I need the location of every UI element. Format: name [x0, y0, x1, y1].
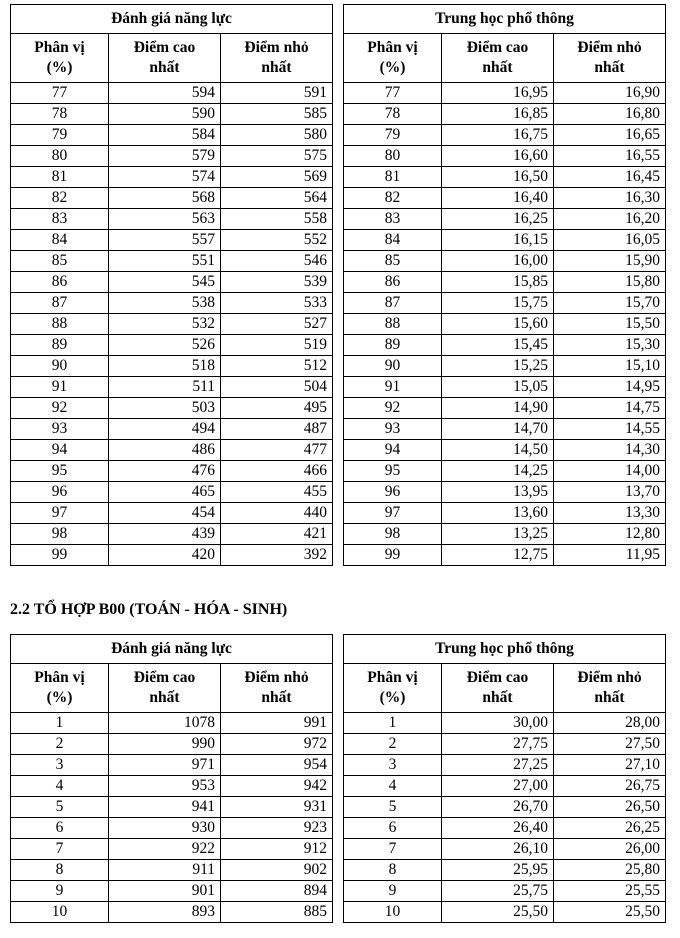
table-title: Trung học phổ thông	[344, 5, 666, 34]
max-score-cell: 563	[109, 209, 221, 230]
percentile-cell: 4	[11, 776, 109, 797]
max-score-cell: 14,25	[442, 461, 554, 482]
column-header: Điểm cao nhất	[109, 34, 221, 83]
max-score-cell: 454	[109, 503, 221, 524]
percentile-cell: 88	[344, 314, 442, 335]
percentile-cell: 7	[344, 839, 442, 860]
percentile-cell: 94	[344, 440, 442, 461]
min-score-cell: 539	[221, 272, 333, 293]
max-score-cell: 486	[109, 440, 221, 461]
column-header: Điểm cao nhất	[442, 34, 554, 83]
table-row	[344, 419, 666, 440]
table-row	[344, 230, 666, 251]
min-score-cell: 15,30	[554, 335, 666, 356]
percentile-cell: 81	[11, 167, 109, 188]
percentile-cell: 8	[11, 860, 109, 881]
table-row	[344, 356, 666, 377]
percentile-cell: 84	[11, 230, 109, 251]
max-score-cell: 16,75	[442, 125, 554, 146]
max-score-cell: 27,25	[442, 755, 554, 776]
max-score-cell: 16,25	[442, 209, 554, 230]
min-score-cell: 16,20	[554, 209, 666, 230]
min-score-cell: 575	[221, 146, 333, 167]
max-score-cell: 27,00	[442, 776, 554, 797]
min-score-cell: 527	[221, 314, 333, 335]
min-score-cell: 477	[221, 440, 333, 461]
percentile-cell: 92	[11, 398, 109, 419]
min-score-cell: 931	[221, 797, 333, 818]
table-row	[344, 902, 666, 923]
percentile-cell: 80	[11, 146, 109, 167]
min-score-cell: 16,30	[554, 188, 666, 209]
min-score-cell: 923	[221, 818, 333, 839]
min-score-cell: 546	[221, 251, 333, 272]
max-score-cell: 911	[109, 860, 221, 881]
max-score-cell: 16,85	[442, 104, 554, 125]
percentile-cell: 96	[11, 482, 109, 503]
max-score-cell: 15,60	[442, 314, 554, 335]
min-score-cell: 392	[221, 545, 333, 566]
max-score-cell: 16,50	[442, 167, 554, 188]
max-score-cell: 893	[109, 902, 221, 923]
table-dgnl-a00	[10, 4, 333, 566]
min-score-cell: 533	[221, 293, 333, 314]
max-score-cell: 26,70	[442, 797, 554, 818]
table-row	[11, 902, 333, 923]
min-score-cell: 487	[221, 419, 333, 440]
percentile-cell: 78	[11, 104, 109, 125]
max-score-cell: 16,40	[442, 188, 554, 209]
min-score-cell: 15,50	[554, 314, 666, 335]
table-row	[11, 776, 333, 797]
table-row	[11, 482, 333, 503]
table-title: Trung học phổ thông	[344, 635, 666, 664]
min-score-cell: 14,00	[554, 461, 666, 482]
max-score-cell: 901	[109, 881, 221, 902]
max-score-cell: 25,75	[442, 881, 554, 902]
percentile-cell: 91	[344, 377, 442, 398]
percentile-cell: 4	[344, 776, 442, 797]
table-row	[11, 713, 333, 734]
min-score-cell: 495	[221, 398, 333, 419]
column-header: Điểm nhỏ nhất	[221, 34, 333, 83]
max-score-cell: 590	[109, 104, 221, 125]
percentile-cell: 83	[11, 209, 109, 230]
min-score-cell: 885	[221, 902, 333, 923]
max-score-cell: 26,40	[442, 818, 554, 839]
table-row	[11, 881, 333, 902]
table-row	[344, 146, 666, 167]
max-score-cell: 476	[109, 461, 221, 482]
percentile-cell: 87	[344, 293, 442, 314]
table-row	[344, 398, 666, 419]
percentile-cell: 10	[344, 902, 442, 923]
min-score-cell: 28,00	[554, 713, 666, 734]
table-row	[11, 545, 333, 566]
percentile-cell: 89	[344, 335, 442, 356]
max-score-cell: 971	[109, 755, 221, 776]
table-row	[344, 440, 666, 461]
table-row	[11, 209, 333, 230]
max-score-cell: 551	[109, 251, 221, 272]
column-header: Điểm cao nhất	[442, 664, 554, 713]
min-score-cell: 580	[221, 125, 333, 146]
percentile-cell: 1	[11, 713, 109, 734]
min-score-cell: 27,50	[554, 734, 666, 755]
max-score-cell: 526	[109, 335, 221, 356]
table-row	[11, 734, 333, 755]
percentile-cell: 96	[344, 482, 442, 503]
min-score-cell: 16,80	[554, 104, 666, 125]
table-row	[344, 209, 666, 230]
max-score-cell: 594	[109, 83, 221, 104]
min-score-cell: 954	[221, 755, 333, 776]
column-header: Điểm cao nhất	[109, 664, 221, 713]
table-row	[344, 776, 666, 797]
percentile-cell: 94	[11, 440, 109, 461]
percentile-cell: 1	[344, 713, 442, 734]
max-score-cell: 439	[109, 524, 221, 545]
min-score-cell: 13,30	[554, 503, 666, 524]
table-row	[11, 188, 333, 209]
min-score-cell: 26,75	[554, 776, 666, 797]
min-score-cell: 902	[221, 860, 333, 881]
max-score-cell: 518	[109, 356, 221, 377]
table-row	[344, 314, 666, 335]
percentile-cell: 10	[11, 902, 109, 923]
percentile-cell: 6	[344, 818, 442, 839]
min-score-cell: 27,10	[554, 755, 666, 776]
min-score-cell: 455	[221, 482, 333, 503]
max-score-cell: 503	[109, 398, 221, 419]
percentile-cell: 85	[11, 251, 109, 272]
min-score-cell: 14,95	[554, 377, 666, 398]
percentile-cell: 81	[344, 167, 442, 188]
max-score-cell: 579	[109, 146, 221, 167]
min-score-cell: 15,10	[554, 356, 666, 377]
table-row	[11, 251, 333, 272]
min-score-cell: 16,05	[554, 230, 666, 251]
min-score-cell: 16,55	[554, 146, 666, 167]
table-row	[11, 524, 333, 545]
max-score-cell: 13,25	[442, 524, 554, 545]
min-score-cell: 13,70	[554, 482, 666, 503]
table-row	[344, 83, 666, 104]
percentile-cell: 85	[344, 251, 442, 272]
max-score-cell: 15,05	[442, 377, 554, 398]
table-row	[344, 272, 666, 293]
column-header: Phân vị (%)	[11, 664, 109, 713]
percentile-cell: 99	[11, 545, 109, 566]
column-header: Điểm nhỏ nhất	[221, 664, 333, 713]
percentile-cell: 80	[344, 146, 442, 167]
max-score-cell: 14,90	[442, 398, 554, 419]
max-score-cell: 16,95	[442, 83, 554, 104]
max-score-cell: 13,60	[442, 503, 554, 524]
percentile-cell: 9	[344, 881, 442, 902]
max-score-cell: 953	[109, 776, 221, 797]
table-row	[11, 461, 333, 482]
percentile-cell: 82	[11, 188, 109, 209]
min-score-cell: 15,80	[554, 272, 666, 293]
max-score-cell: 13,95	[442, 482, 554, 503]
min-score-cell: 421	[221, 524, 333, 545]
min-score-cell: 942	[221, 776, 333, 797]
percentile-cell: 79	[344, 125, 442, 146]
percentile-cell: 98	[11, 524, 109, 545]
percentile-cell: 5	[344, 797, 442, 818]
percentile-cell: 91	[11, 377, 109, 398]
max-score-cell: 16,00	[442, 251, 554, 272]
table-row	[11, 356, 333, 377]
min-score-cell: 16,90	[554, 83, 666, 104]
min-score-cell: 894	[221, 881, 333, 902]
percentile-cell: 95	[344, 461, 442, 482]
max-score-cell: 494	[109, 419, 221, 440]
percentile-cell: 2	[344, 734, 442, 755]
table-row	[11, 314, 333, 335]
min-score-cell: 26,50	[554, 797, 666, 818]
table-title: Đánh giá năng lực	[11, 5, 333, 34]
max-score-cell: 557	[109, 230, 221, 251]
percentile-cell: 98	[344, 524, 442, 545]
percentile-cell: 6	[11, 818, 109, 839]
table-row	[344, 293, 666, 314]
min-score-cell: 25,80	[554, 860, 666, 881]
percentile-cell: 77	[11, 83, 109, 104]
table-row	[11, 755, 333, 776]
table-row	[344, 503, 666, 524]
table-row	[11, 83, 333, 104]
table-row	[11, 125, 333, 146]
max-score-cell: 1078	[109, 713, 221, 734]
max-score-cell: 15,75	[442, 293, 554, 314]
min-score-cell: 564	[221, 188, 333, 209]
table-row	[11, 335, 333, 356]
table-row	[11, 818, 333, 839]
percentile-cell: 99	[344, 545, 442, 566]
min-score-cell: 519	[221, 335, 333, 356]
max-score-cell: 12,75	[442, 545, 554, 566]
max-score-cell: 465	[109, 482, 221, 503]
table-row	[344, 839, 666, 860]
min-score-cell: 25,55	[554, 881, 666, 902]
section-heading: 2.2 TỔ HỢP B00 (TOÁN - HÓA - SINH)	[10, 601, 288, 618]
max-score-cell: 930	[109, 818, 221, 839]
percentile-cell: 2	[11, 734, 109, 755]
min-score-cell: 14,30	[554, 440, 666, 461]
max-score-cell: 511	[109, 377, 221, 398]
table-row	[344, 797, 666, 818]
percentile-cell: 92	[344, 398, 442, 419]
max-score-cell: 568	[109, 188, 221, 209]
percentile-cell: 9	[11, 881, 109, 902]
table-row	[344, 167, 666, 188]
min-score-cell: 16,65	[554, 125, 666, 146]
min-score-cell: 466	[221, 461, 333, 482]
table-row	[344, 734, 666, 755]
table-row	[344, 377, 666, 398]
table-row	[344, 482, 666, 503]
percentile-cell: 5	[11, 797, 109, 818]
percentile-cell: 84	[344, 230, 442, 251]
min-score-cell: 440	[221, 503, 333, 524]
percentile-cell: 83	[344, 209, 442, 230]
max-score-cell: 30,00	[442, 713, 554, 734]
max-score-cell: 941	[109, 797, 221, 818]
table-row	[11, 419, 333, 440]
table-row	[344, 251, 666, 272]
min-score-cell: 15,90	[554, 251, 666, 272]
table-row	[344, 125, 666, 146]
table-row	[344, 545, 666, 566]
max-score-cell: 15,25	[442, 356, 554, 377]
column-header: Phân vị (%)	[344, 664, 442, 713]
percentile-cell: 93	[344, 419, 442, 440]
percentile-cell: 88	[11, 314, 109, 335]
column-header: Điểm nhỏ nhất	[554, 664, 666, 713]
table-row	[344, 524, 666, 545]
max-score-cell: 26,10	[442, 839, 554, 860]
min-score-cell: 15,70	[554, 293, 666, 314]
percentile-cell: 89	[11, 335, 109, 356]
min-score-cell: 512	[221, 356, 333, 377]
table-row	[344, 755, 666, 776]
max-score-cell: 584	[109, 125, 221, 146]
max-score-cell: 15,45	[442, 335, 554, 356]
table-thpt-b00	[343, 634, 666, 923]
max-score-cell: 538	[109, 293, 221, 314]
percentile-cell: 93	[11, 419, 109, 440]
column-header: Điểm nhỏ nhất	[554, 34, 666, 83]
max-score-cell: 25,95	[442, 860, 554, 881]
table-row	[11, 440, 333, 461]
table-row	[344, 335, 666, 356]
max-score-cell: 15,85	[442, 272, 554, 293]
table-dgnl-b00	[10, 634, 333, 923]
max-score-cell: 545	[109, 272, 221, 293]
max-score-cell: 14,70	[442, 419, 554, 440]
table-row	[11, 839, 333, 860]
max-score-cell: 25,50	[442, 902, 554, 923]
column-header: Phân vị (%)	[344, 34, 442, 83]
min-score-cell: 26,00	[554, 839, 666, 860]
column-header: Phân vị (%)	[11, 34, 109, 83]
min-score-cell: 11,95	[554, 545, 666, 566]
max-score-cell: 16,15	[442, 230, 554, 251]
table-row	[344, 860, 666, 881]
min-score-cell: 569	[221, 167, 333, 188]
table-row	[11, 146, 333, 167]
max-score-cell: 420	[109, 545, 221, 566]
min-score-cell: 912	[221, 839, 333, 860]
min-score-cell: 14,75	[554, 398, 666, 419]
percentile-cell: 97	[344, 503, 442, 524]
percentile-cell: 8	[344, 860, 442, 881]
table-row	[11, 167, 333, 188]
percentile-cell: 79	[11, 125, 109, 146]
percentile-cell: 82	[344, 188, 442, 209]
percentile-cell: 77	[344, 83, 442, 104]
max-score-cell: 990	[109, 734, 221, 755]
max-score-cell: 14,50	[442, 440, 554, 461]
percentile-cell: 78	[344, 104, 442, 125]
min-score-cell: 14,55	[554, 419, 666, 440]
min-score-cell: 25,50	[554, 902, 666, 923]
table-row	[11, 503, 333, 524]
table-row	[11, 230, 333, 251]
max-score-cell: 922	[109, 839, 221, 860]
min-score-cell: 972	[221, 734, 333, 755]
max-score-cell: 27,75	[442, 734, 554, 755]
table-row	[11, 272, 333, 293]
min-score-cell: 26,25	[554, 818, 666, 839]
table-row	[344, 713, 666, 734]
min-score-cell: 552	[221, 230, 333, 251]
table-row	[11, 398, 333, 419]
min-score-cell: 558	[221, 209, 333, 230]
max-score-cell: 532	[109, 314, 221, 335]
max-score-cell: 574	[109, 167, 221, 188]
table-row	[11, 293, 333, 314]
min-score-cell: 504	[221, 377, 333, 398]
table-row	[11, 797, 333, 818]
percentile-cell: 7	[11, 839, 109, 860]
table-thpt-a00	[343, 4, 666, 566]
min-score-cell: 16,45	[554, 167, 666, 188]
table-title: Đánh giá năng lực	[11, 635, 333, 664]
table-row	[11, 104, 333, 125]
min-score-cell: 991	[221, 713, 333, 734]
percentile-cell: 3	[344, 755, 442, 776]
max-score-cell: 16,60	[442, 146, 554, 167]
table-row	[11, 377, 333, 398]
min-score-cell: 585	[221, 104, 333, 125]
percentile-cell: 86	[344, 272, 442, 293]
table-row	[344, 104, 666, 125]
percentile-cell: 3	[11, 755, 109, 776]
table-row	[344, 881, 666, 902]
percentile-cell: 90	[11, 356, 109, 377]
percentile-cell: 90	[344, 356, 442, 377]
table-row	[344, 818, 666, 839]
table-row	[11, 860, 333, 881]
percentile-cell: 86	[11, 272, 109, 293]
min-score-cell: 591	[221, 83, 333, 104]
percentile-cell: 97	[11, 503, 109, 524]
min-score-cell: 12,80	[554, 524, 666, 545]
percentile-cell: 87	[11, 293, 109, 314]
table-row	[344, 188, 666, 209]
table-row	[344, 461, 666, 482]
percentile-cell: 95	[11, 461, 109, 482]
